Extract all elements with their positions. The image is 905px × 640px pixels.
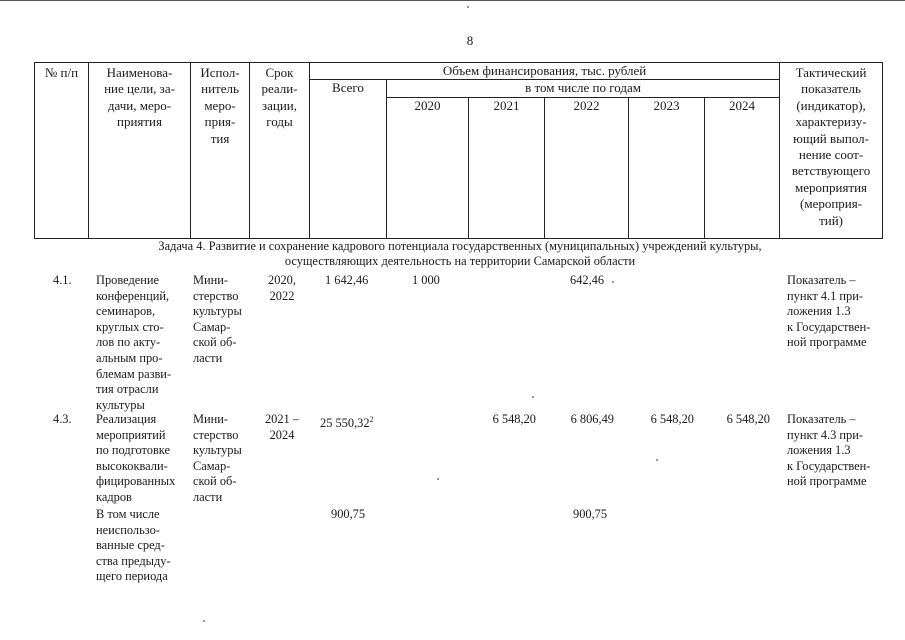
header-year-2023: 2023 [629, 97, 705, 238]
row-4-3-2021: 6 548,20 [492, 412, 536, 426]
row-4-3-num: 4.3. [53, 412, 72, 426]
header-total: Всего [310, 80, 387, 238]
header-name: Наименова- ние цели, за- дачи, меро- приятия [89, 63, 191, 239]
subrow-total: 900,75 [331, 507, 366, 521]
row-4-3-total-value: 25 550,32 [320, 416, 370, 431]
scan-speck [612, 281, 614, 283]
row-4-1-num: 4.1. [53, 273, 72, 287]
header-year-2020: 2020 [387, 97, 469, 238]
page-number: 8 [466, 33, 474, 48]
scan-speck [656, 459, 658, 461]
subrow-2022: 900,75 [573, 507, 608, 521]
table-header [34, 62, 883, 239]
header-financing: Объем финансирования, тыс. рублей [310, 63, 780, 80]
row-4-3-2023: 6 548,20 [650, 412, 694, 426]
row-4-3-indicator: Показатель – пункт 4.3 при- ложения 1.3 к Государствен- ной программе [787, 412, 871, 489]
row-4-3-executor: Мини- стерство культуры Самар- ской об- ласти [193, 412, 242, 504]
row-4-3-2024: 6 548,20 [726, 412, 770, 426]
scan-speck [532, 396, 534, 398]
row-4-1-2020: 1 000 [412, 273, 440, 287]
header-year-2021: 2021 [469, 97, 545, 238]
header-year-2022: 2022 [545, 97, 629, 238]
row-4-3-total-footnote: 2 [369, 415, 374, 424]
row-4-3-term: 2021 – 2024 [264, 412, 300, 442]
scan-speck [437, 478, 439, 480]
row-4-1-total: 1 642,46 [325, 273, 369, 287]
scan-speck [203, 620, 205, 622]
row-4-1-executor: Мини- стерство культуры Самар- ской об- ласти [193, 273, 242, 365]
header-executor: Испол- нитель меро- прия- тия [191, 63, 250, 239]
row-4-3-2022: 6 806,49 [570, 412, 614, 426]
row-4-3-total [320, 412, 374, 432]
row-4-1-indicator: Показатель – пункт 4.1 при- ложения 1.3 к Государствен- ной программе [787, 273, 871, 350]
row-4-3-name: Реализация мероприятий по подготовке высококвали- фицированных кадров [96, 412, 176, 504]
header-year-2024: 2024 [705, 97, 780, 238]
scan-speck [467, 6, 469, 8]
header-num: № п/п [35, 63, 89, 239]
row-4-1-name: Проведение конференций, семинаров, круглых сто- лов по акту- альным про- блемам разви- тия отрасли культуры [96, 273, 172, 412]
header-term: Срок реали- зации, годы [250, 63, 310, 239]
task-title: Задача 4. Развитие и сохранение кадрового потенциала государственных (муниципальных) учреждений культуры, осуществляющих деятельность на территории Самарской области [158, 239, 762, 268]
header-indicator: Тактический показатель (индикатор), характеризу- ющий выпол- нение соот- ветствующего мероприятия (мероприя- тий) [780, 63, 883, 239]
subrow-name: В том числе неиспользо- ванные сред- ства предыду- щего периода [96, 507, 171, 584]
top-border-line [0, 0, 905, 1]
row-4-1-term: 2020, 2022 [268, 273, 296, 303]
row-4-1-2022: 642,46 [570, 273, 605, 287]
header-by-years: в том числе по годам [387, 80, 780, 97]
